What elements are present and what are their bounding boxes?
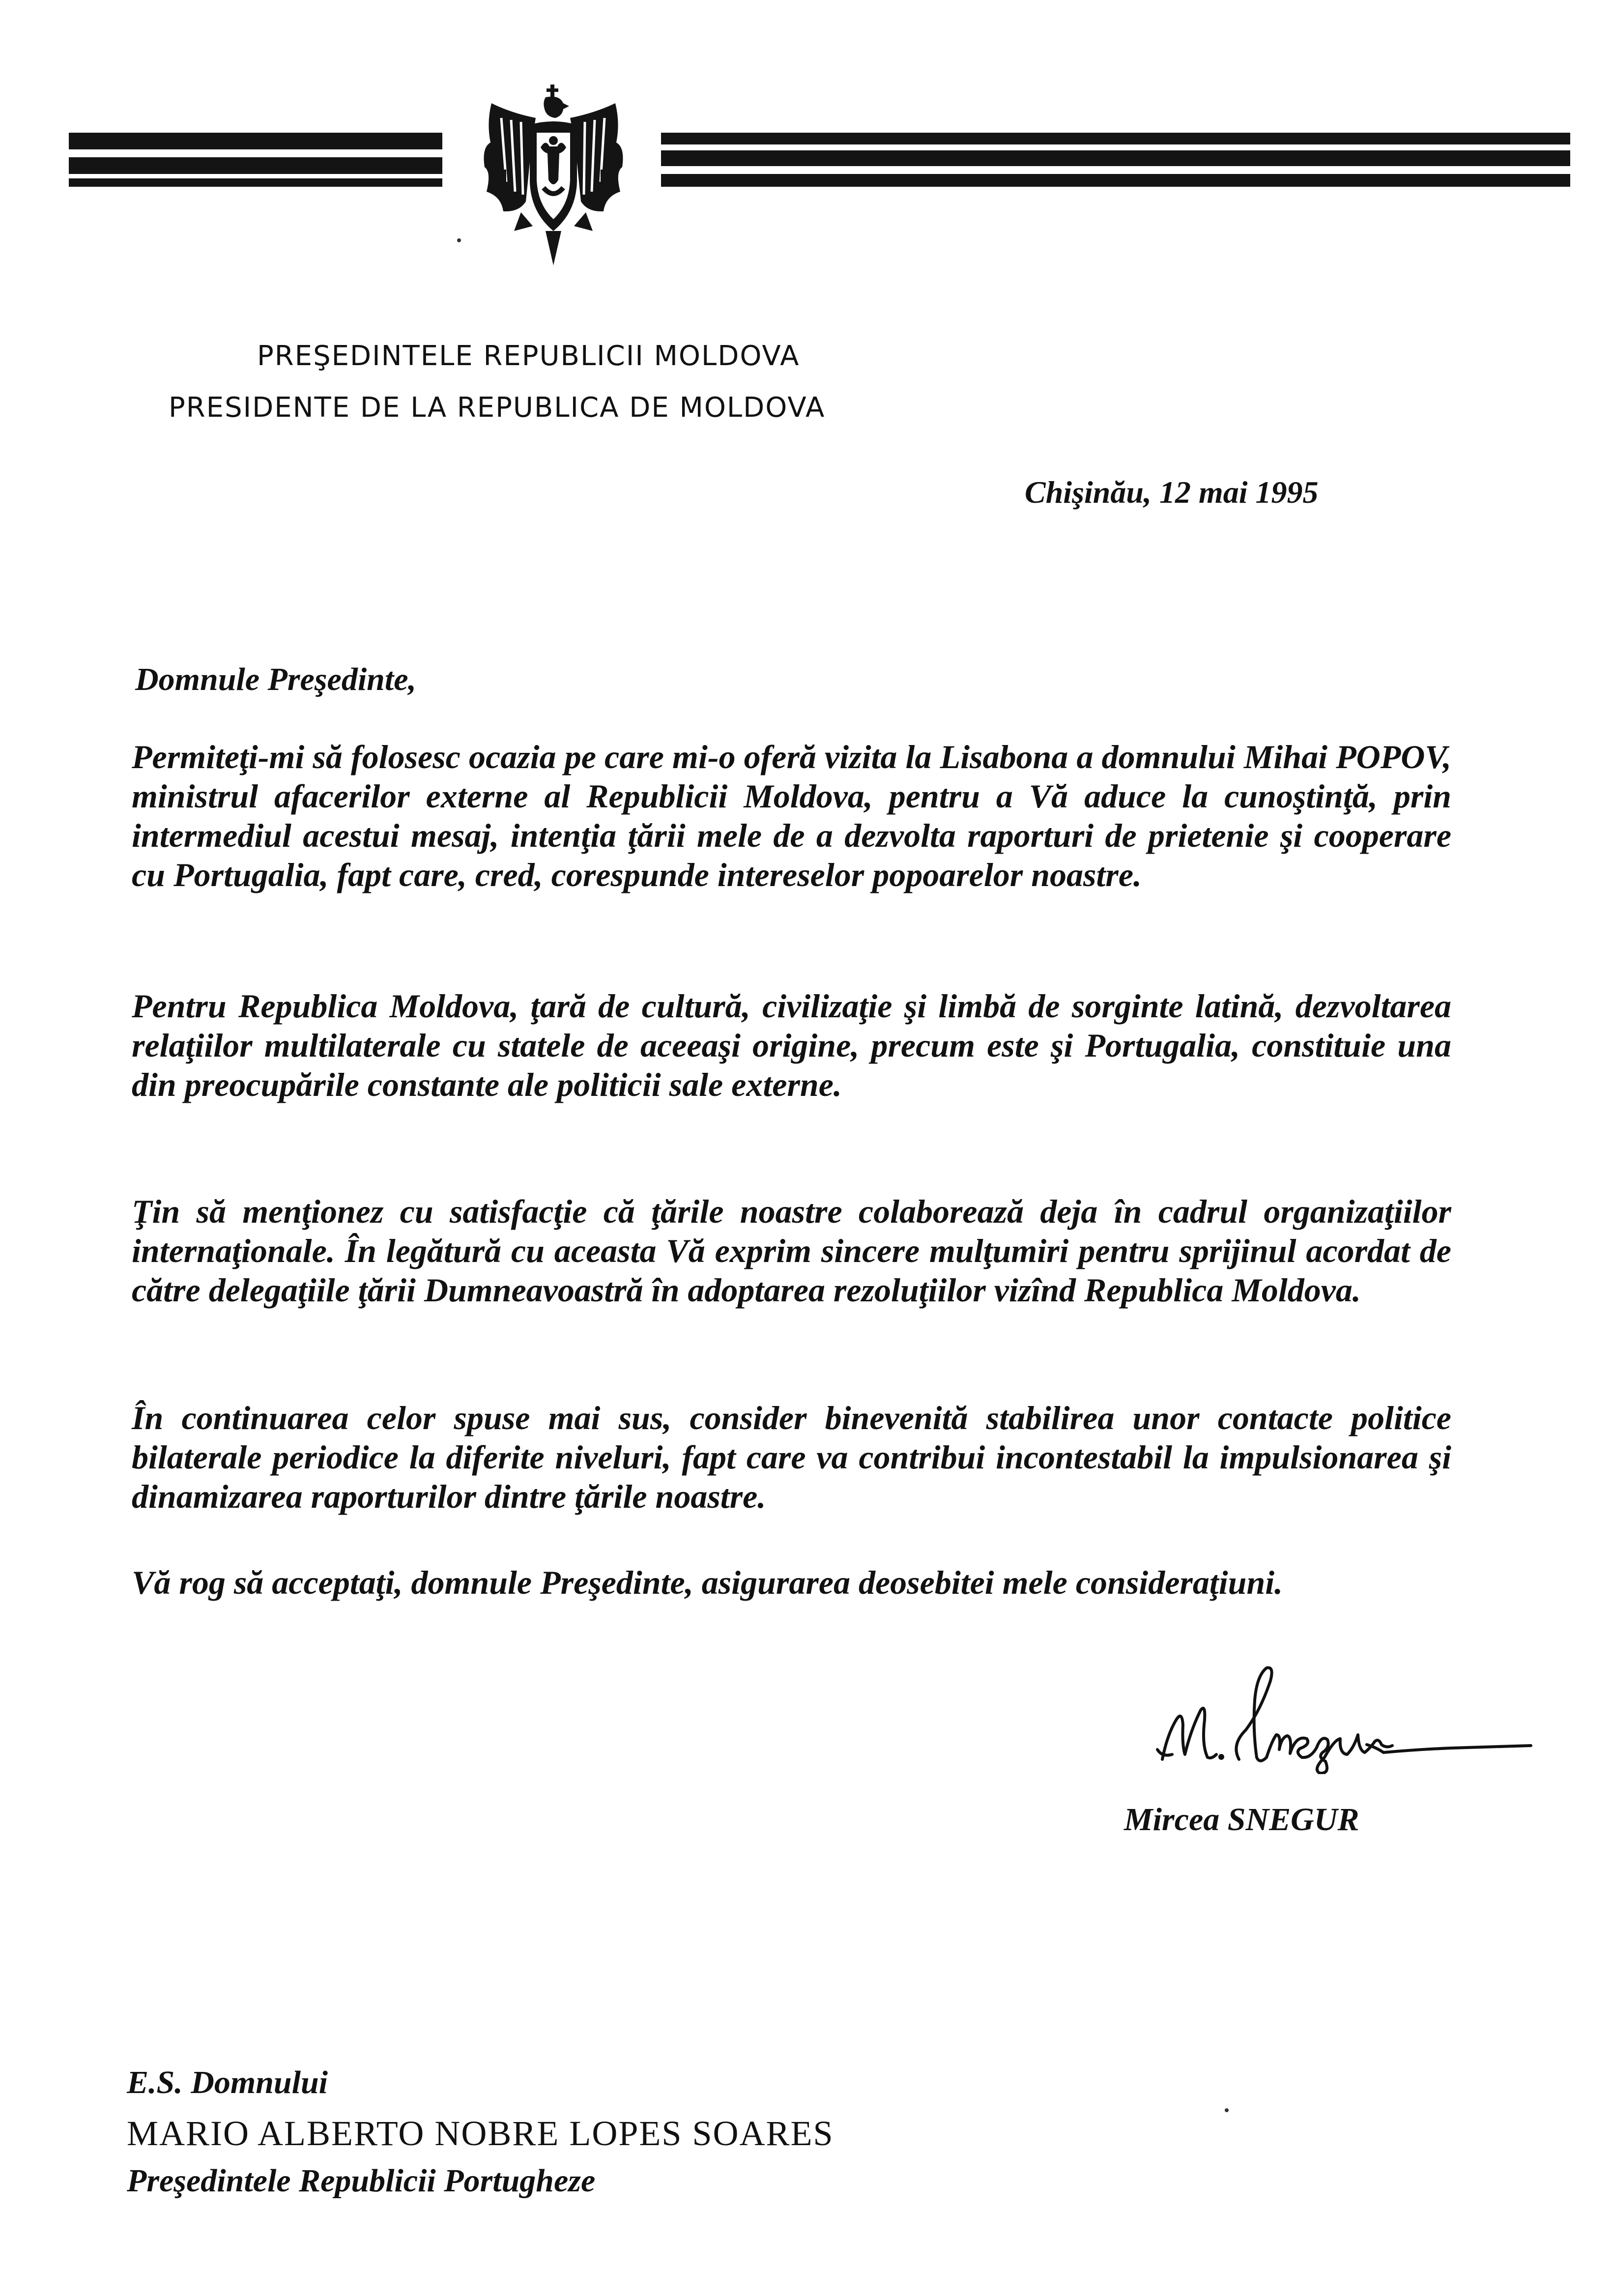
letterhead-rule-left	[69, 133, 442, 187]
letterhead-rule-right	[661, 133, 1570, 187]
coat-of-arms-icon	[472, 84, 634, 270]
body-paragraph: Permiteţi-mi să folosesc ocazia pe care mi-o oferă vizita la Lisabona a domnului Mihai POPOV, ministrul afacerilor externe al Republicii Moldova, pentru a Vă aduce la cunoştinţă, prin intermediul acestui mesaj, intenţia ţării mele de a dezvolta raporturi de prietenie şi cooperare cu Portugalia, fapt care, cred, corespunde intereselor popoarelor noastre.	[132, 738, 1451, 893]
body-paragraph: Pentru Republica Moldova, ţară de cultură, civilizaţie şi limbă de sorginte latină, dezvoltarea relaţiilor multilaterale cu statele de aceeaşi origine, precum este şi Portugalia, constituie una din preocupările constante ale politicii sale externe.	[132, 987, 1451, 1103]
closing-paragraph: Vă rog să acceptaţi, domnule Preşedinte, asigurarea deosebitei mele consideraţiuni.	[132, 1564, 1283, 1601]
letterhead-line-romanian: PREŞEDINTELE REPUBLICII MOLDOVA	[257, 340, 800, 372]
body-paragraph: În continuarea celor spuse mai sus, consider binevenită stabilirea unor contacte politice bilaterale periodice la diferite niveluri, fapt care va contribui incontestabil la impulsionarea şi dinamizarea raporturilor dintre ţările noastre.	[132, 1399, 1451, 1515]
addressee-name: MARIO ALBERTO NOBRE LOPES SOARES	[127, 2114, 834, 2153]
speck	[457, 238, 461, 242]
letter-date: Chişinău, 12 mai 1995	[1025, 475, 1319, 510]
addressee-title: E.S. Domnului	[127, 2065, 328, 2100]
speck	[1225, 2108, 1229, 2112]
letterhead-line-spanish: PRESIDENTE DE LA REPUBLICA DE MOLDOVA	[169, 392, 826, 424]
body-paragraph: Ţin să menţionez cu satisfacţie că ţările noastre colaborează deja în cadrul organizaţiilor internaţionale. În legătură cu aceasta Vă exprim sincere mulţumiri pentru sprijinul acordat de către delegaţiile ţării Dumneavoastră în adoptarea rezoluţiilor vizînd Republica Moldova.	[132, 1193, 1451, 1309]
handwritten-signature	[1152, 1661, 1536, 1774]
addressee-position: Preşedintele Republicii Portugheze	[127, 2163, 596, 2199]
signer-name: Mircea SNEGUR	[1124, 1802, 1359, 1837]
salutation: Domnule Preşedinte,	[135, 661, 416, 697]
